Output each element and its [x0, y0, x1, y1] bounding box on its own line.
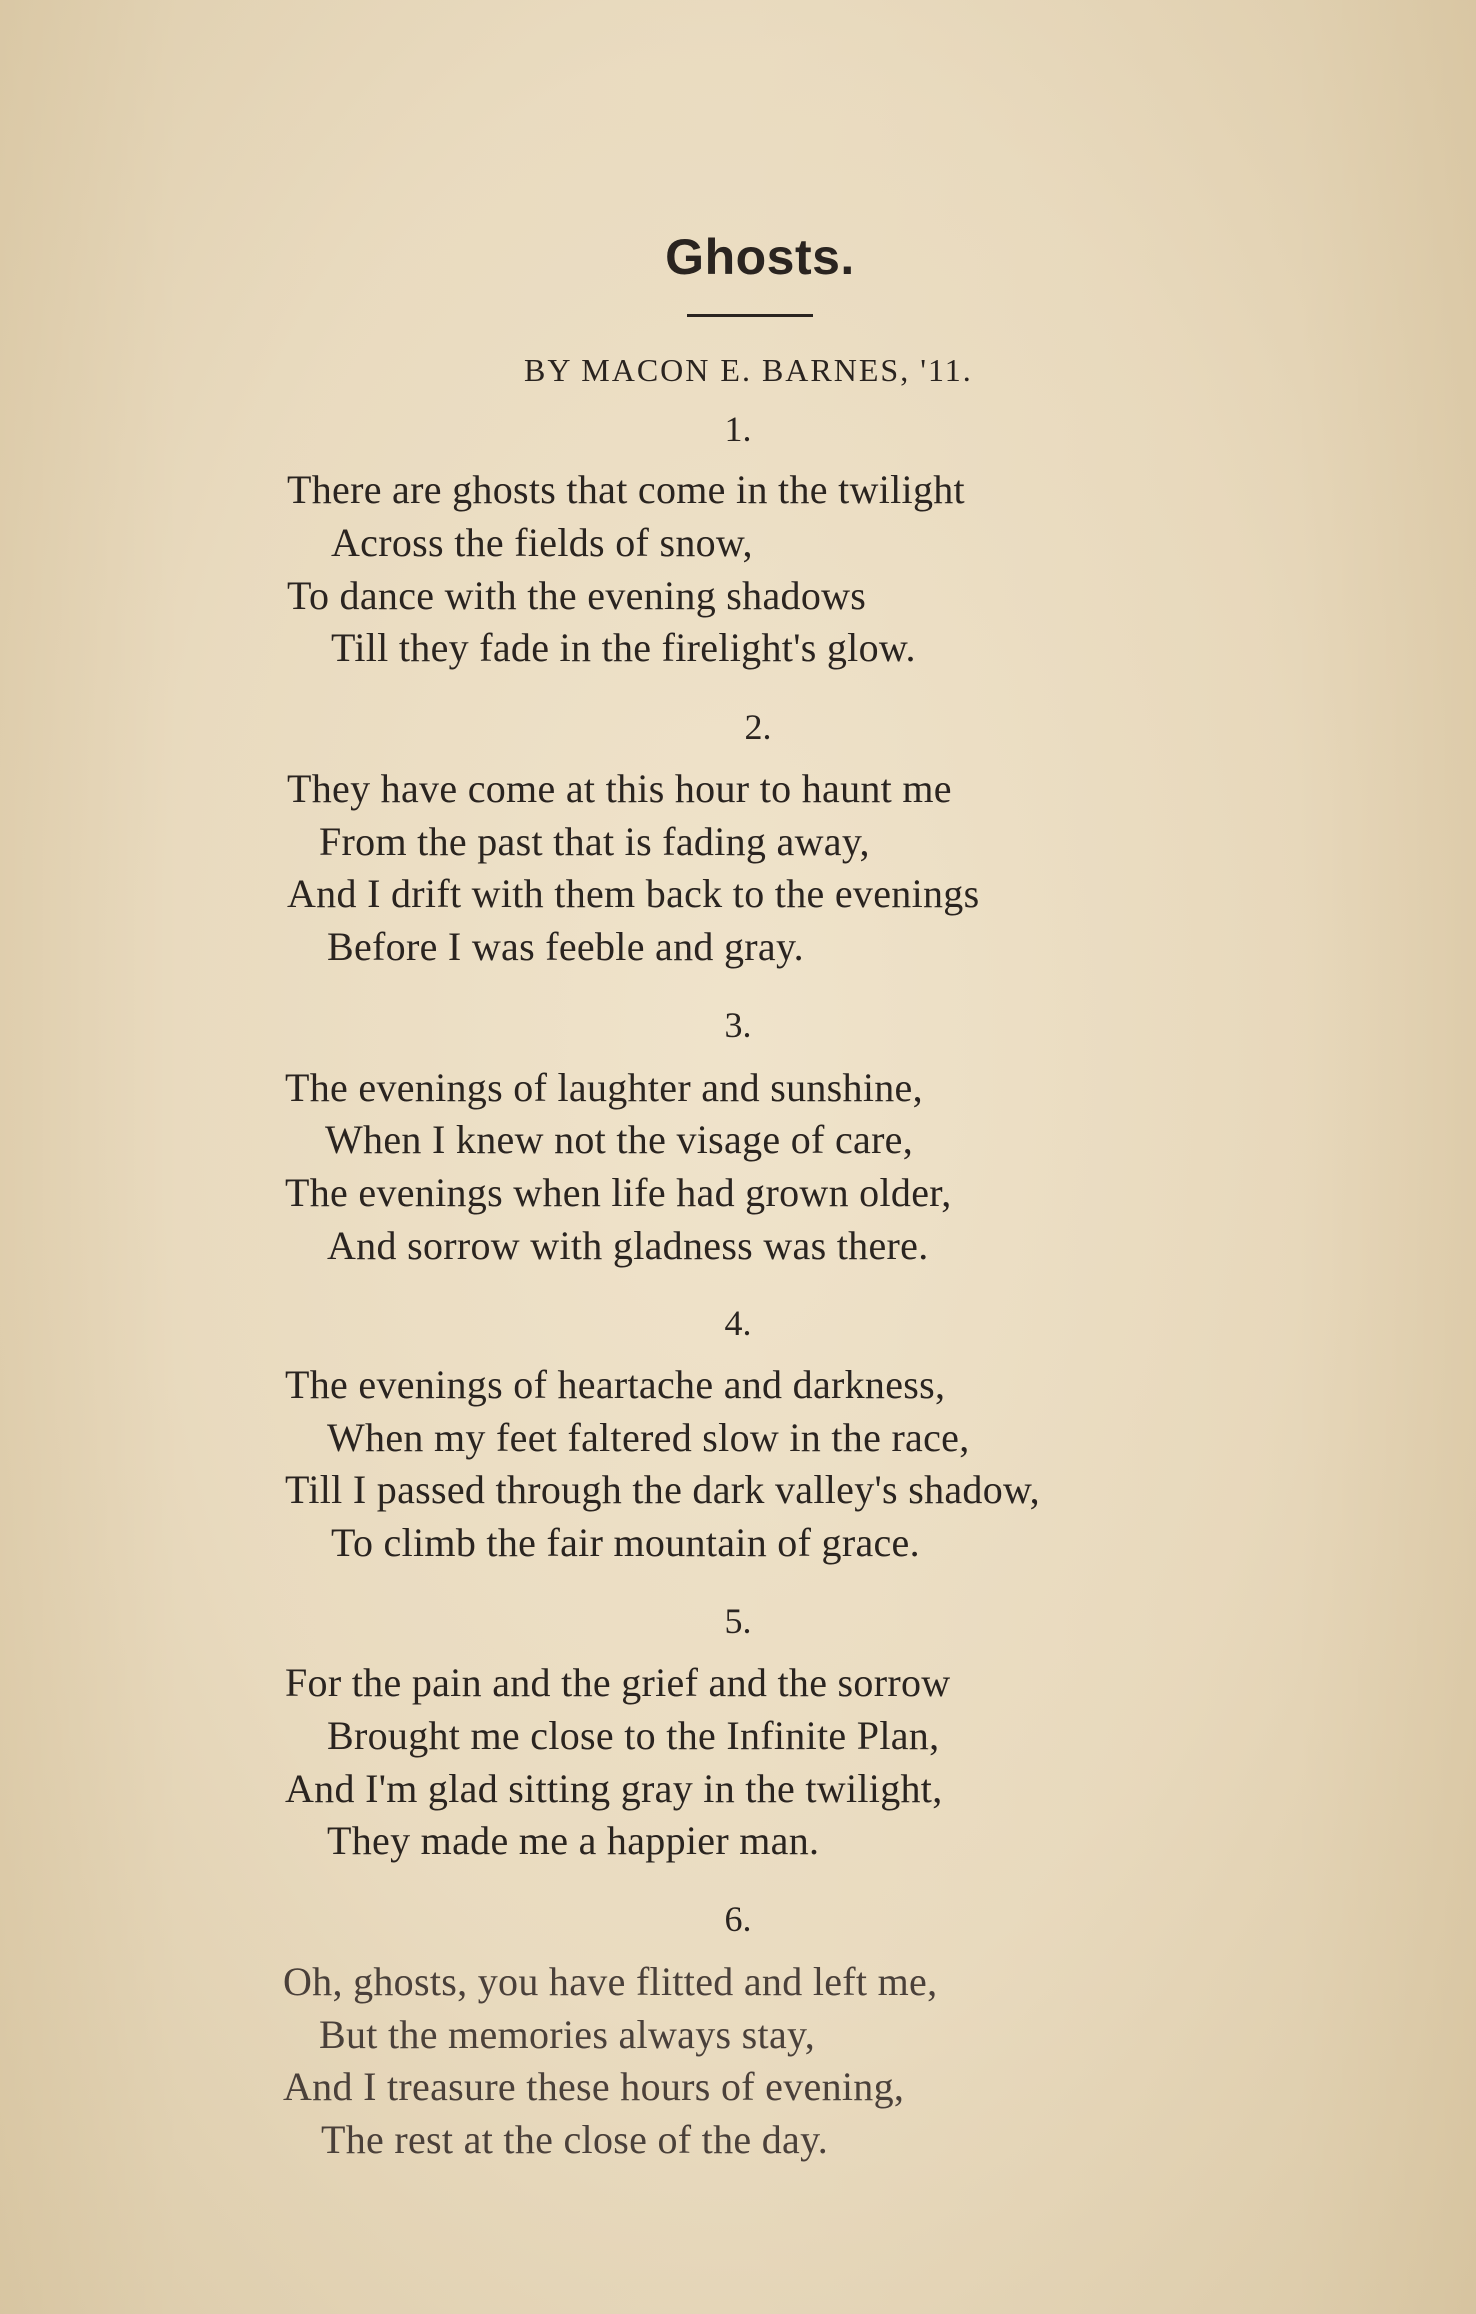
poem-line: Brought me close to the Infinite Plan,: [327, 1713, 940, 1758]
stanza-number: 5.: [724, 1601, 752, 1641]
poem-line: Till I passed through the dark valley's shadow,: [285, 1467, 1040, 1512]
stanza-number: 2.: [744, 707, 772, 747]
poem-line: When I knew not the visage of care,: [325, 1117, 914, 1162]
poem-title: Ghosts.: [665, 229, 855, 285]
poem-line: The evenings when life had grown older,: [285, 1170, 952, 1215]
poem-line: They have come at this hour to haunt me: [287, 766, 952, 811]
poem-line: From the past that is fading away,: [319, 819, 870, 864]
poem-line: For the pain and the grief and the sorrow: [285, 1660, 951, 1705]
poem-line: And I drift with them back to the evenings: [287, 871, 980, 916]
stanza-number: 6.: [724, 1899, 752, 1939]
poem-line: The evenings of laughter and sunshine,: [285, 1065, 923, 1110]
poem-line: To climb the fair mountain of grace.: [331, 1520, 920, 1565]
stanza-number: 3.: [724, 1005, 752, 1045]
poem-line: The rest at the close of the day.: [321, 2117, 829, 2162]
poem-line: And I treasure these hours of evening,: [283, 2064, 905, 2109]
poem-line: To dance with the evening shadows: [287, 573, 867, 618]
poem-line: When my feet faltered slow in the race,: [327, 1415, 970, 1460]
poem-line: Across the fields of snow,: [331, 520, 753, 565]
poem-line: There are ghosts that come in the twilight: [287, 467, 965, 512]
title-rule: [687, 314, 813, 317]
poem-line: But the memories always stay,: [319, 2012, 816, 2057]
poem-line: And sorrow with gladness was there.: [327, 1223, 929, 1268]
poem-byline: BY MACON E. BARNES, '11.: [524, 352, 973, 388]
poem-line: Before I was feeble and gray.: [327, 924, 804, 969]
stanza-number: 1.: [724, 409, 752, 449]
poem-line: Oh, ghosts, you have flitted and left me,: [283, 1959, 938, 2004]
poem-line: And I'm glad sitting gray in the twilight,: [285, 1766, 943, 1811]
poem-line: They made me a happier man.: [327, 1818, 820, 1863]
poem-line: Till they fade in the firelight's glow.: [331, 625, 916, 670]
stanza-number: 4.: [724, 1303, 752, 1343]
poem-line: The evenings of heartache and darkness,: [285, 1362, 946, 1407]
